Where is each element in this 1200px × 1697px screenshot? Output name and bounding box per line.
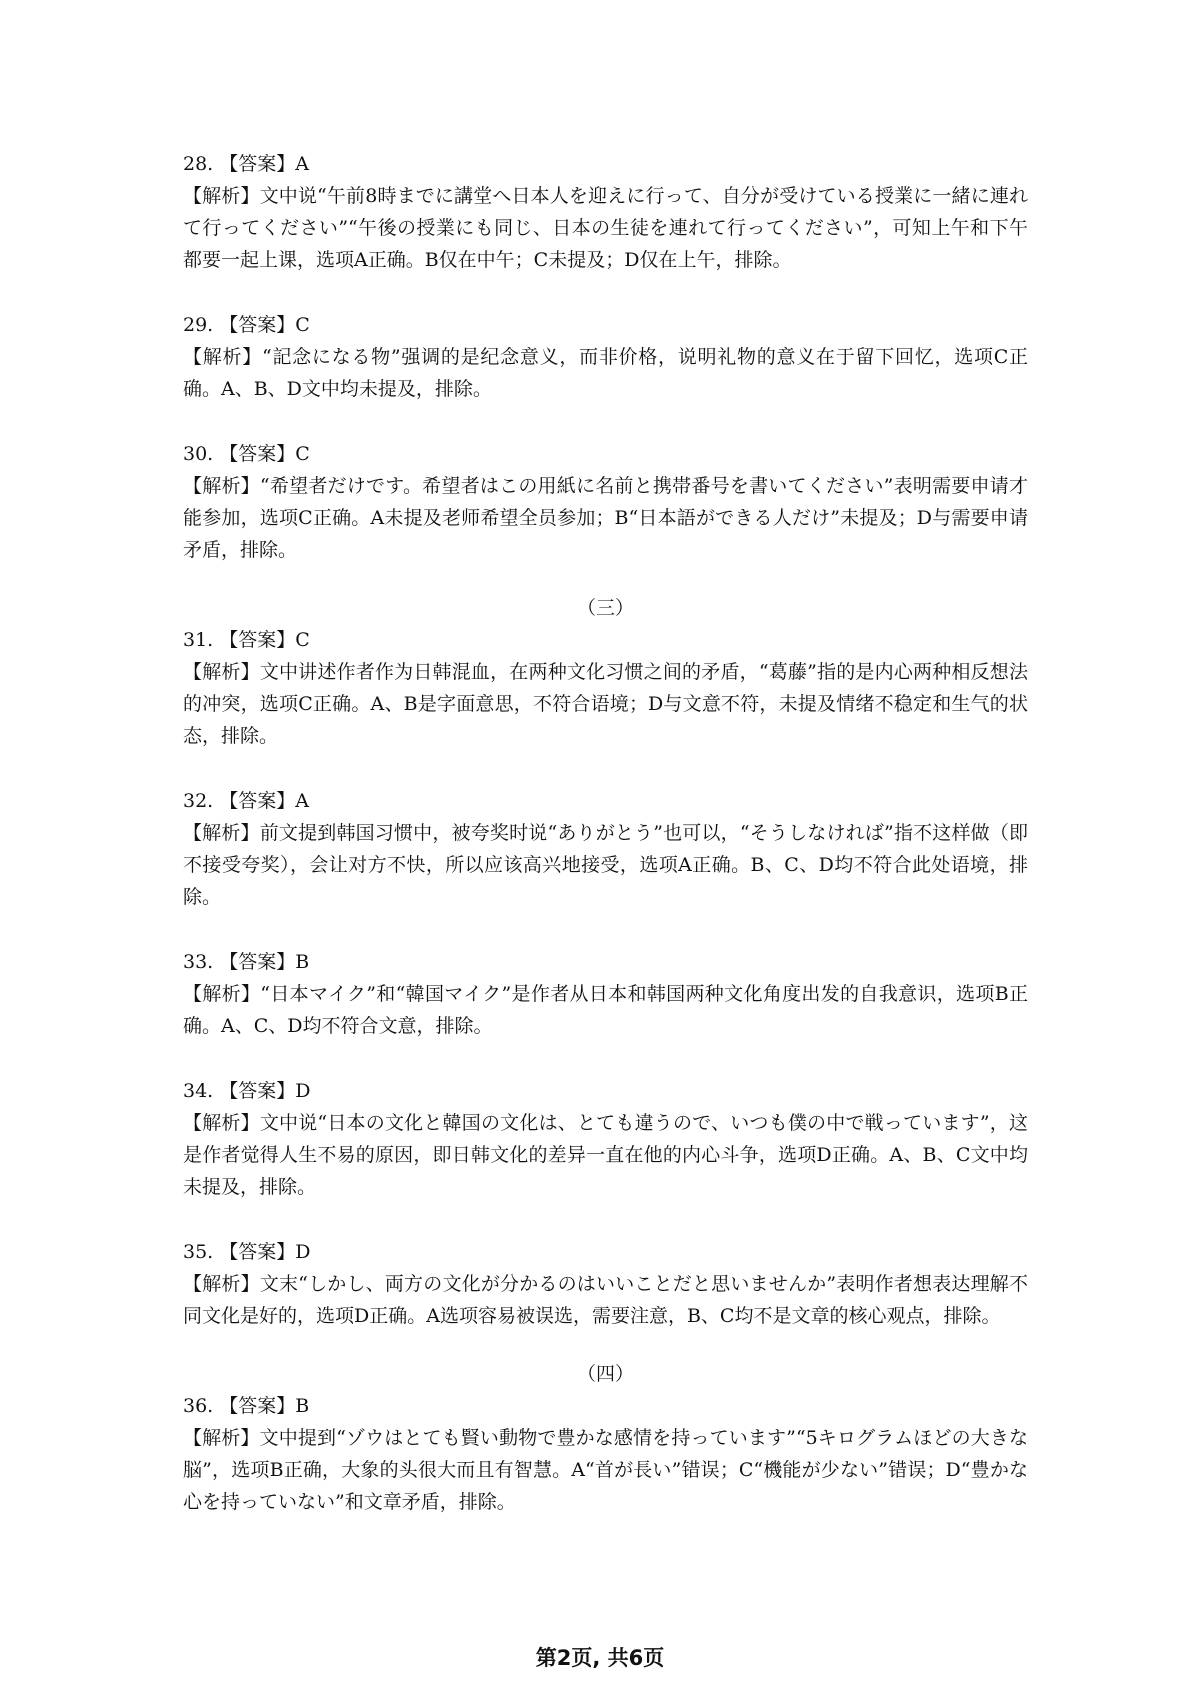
section-heading-3: （三） <box>576 597 634 619</box>
analysis-text: 【解析】文中说“午前8時までに講堂へ日本人を迎えに行って、自分が受けている授業に一緒に連れて行ってください”“午後の授業にも同じ、日本の生徒を連れて行ってください”，可知上午和下午都要一起上课，选项A正确。B仅在中午；C未提及；D仅在上午，排除。 <box>183 185 1028 271</box>
analysis-text: 【解析】文末“しかし、両方の文化が分かるのはいいことだと思いませんか”表明作者想表达理解不同文化是好的，选项D正确。A选项容易被误选，需要注意，B、C均不是文章的核心观点，排除。 <box>183 1273 1028 1327</box>
answer-line: 30. 【答案】C <box>183 443 310 465</box>
answer-item-32 <box>183 785 1028 913</box>
analysis-text: 【解析】“日本マイク”和“韓国マイク”是作者从日本和韩国两种文化角度出发的自我意识，选项B正确。A、C、D均不符合文意，排除。 <box>183 983 1028 1037</box>
analysis-text: 【解析】前文提到韩国习惯中，被夸奖时说“ありがとう”也可以，“そうしなければ”指不这样做（即不接受夸奖），会让对方不快，所以应该高兴地接受，选项A正确。B、C、D均不符合此处语境，排除。 <box>183 822 1028 908</box>
page-number-footer: 第2页, 共6页 <box>535 1646 665 1670</box>
answer-line: 33. 【答案】B <box>183 951 310 973</box>
analysis-text: 【解析】文中讲述作者作为日韩混血，在两种文化习惯之间的矛盾，“葛藤”指的是内心两种相反想法的冲突，选项C正确。A、B是字面意思，不符合语境；D与文意不符，未提及情绪不稳定和生气的状态，排除。 <box>183 661 1028 747</box>
analysis-text: 【解析】文中提到“ゾウはとても賢い動物で豊かな感情を持っています”“5キログラムほどの大きな脳”，选项B正确，大象的头很大而且有智慧。A“首が長い”错误；C“機能が少ない”错误；D“豊かな心を持っていない”和文章矛盾，排除。 <box>183 1427 1028 1513</box>
answer-item-30 <box>183 438 1028 566</box>
answer-line: 31. 【答案】C <box>183 629 310 651</box>
section-heading-4: （四） <box>576 1363 634 1385</box>
answer-line: 34. 【答案】D <box>183 1080 311 1102</box>
analysis-text: 【解析】文中说“日本の文化と韓国の文化は、とても違うので、いつも僕の中で戦っています”，这是作者觉得人生不易的原因，即日韩文化的差异一直在他的内心斗争，选项D正确。A、B、C文中均未提及，排除。 <box>183 1112 1028 1198</box>
answer-item-36 <box>183 1390 1028 1518</box>
answer-line: 28. 【答案】A <box>183 153 309 175</box>
answer-line: 36. 【答案】B <box>183 1395 310 1417</box>
answer-item-34 <box>183 1075 1028 1203</box>
answer-line: 29. 【答案】C <box>183 314 310 336</box>
analysis-text: 【解析】“記念になる物”强调的是纪念意义，而非价格，说明礼物的意义在于留下回忆，选项C正确。A、B、D文中均未提及，排除。 <box>183 346 1028 400</box>
answer-line: 35. 【答案】D <box>183 1241 311 1263</box>
answer-key-content <box>183 148 1028 1551</box>
answer-item-29 <box>183 309 1028 405</box>
answer-item-31 <box>183 624 1028 752</box>
analysis-text: 【解析】“希望者だけです。希望者はこの用紙に名前と携帯番号を書いてください”表明需要申请才能参加，选项C正确。A未提及老师希望全员参加；B“日本語ができる人だけ”未提及；D与需要申请矛盾，排除。 <box>183 475 1028 561</box>
answer-line: 32. 【答案】A <box>183 790 309 812</box>
answer-item-28 <box>183 148 1028 276</box>
answer-item-35 <box>183 1236 1028 1332</box>
answer-item-33 <box>183 946 1028 1042</box>
